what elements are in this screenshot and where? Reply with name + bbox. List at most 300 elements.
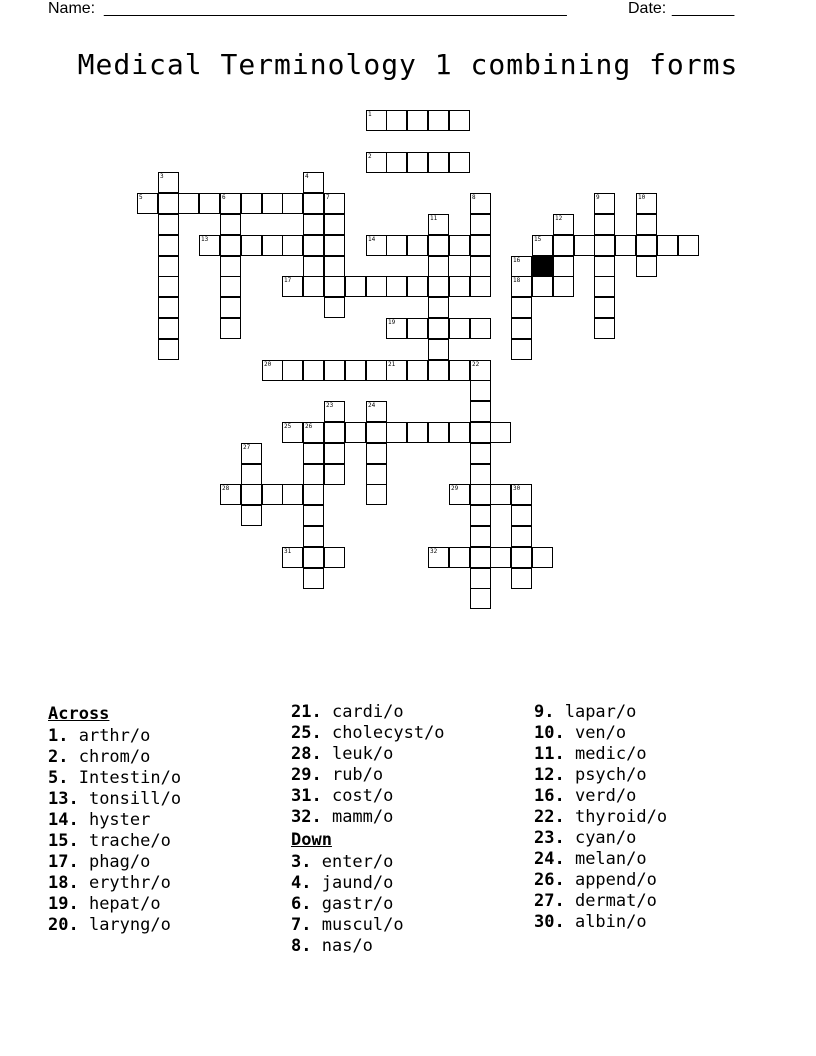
clue-item-text: Intestin/o — [68, 768, 182, 788]
grid-cell[interactable] — [636, 235, 657, 256]
grid-cell[interactable] — [553, 276, 574, 297]
grid-cell[interactable] — [303, 568, 324, 589]
clue-item-number: 13. — [48, 789, 79, 809]
clue-item-number: 3. — [291, 852, 312, 872]
grid-cell[interactable] — [262, 360, 283, 381]
clue-item-number: 1. — [48, 726, 69, 746]
clue-item-number: 20. — [48, 915, 79, 935]
clue-number: 18 — [513, 277, 521, 284]
grid-cell[interactable] — [594, 214, 615, 235]
grid-cell[interactable] — [470, 443, 491, 464]
clue-item-number: 6. — [291, 894, 312, 914]
clue-item-number: 16. — [534, 786, 565, 806]
grid-cell[interactable] — [366, 484, 387, 505]
clue-item-number: 28. — [291, 744, 322, 764]
grid-cell[interactable] — [386, 152, 407, 173]
clue-item — [48, 789, 181, 810]
grid-cell[interactable] — [511, 547, 532, 568]
grid-cell[interactable] — [470, 193, 491, 214]
grid-cell[interactable] — [636, 193, 657, 214]
clue-item-number: 22. — [534, 807, 565, 827]
grid-cell[interactable] — [470, 235, 491, 256]
grid-cell[interactable] — [428, 152, 449, 173]
grid-cell[interactable] — [678, 235, 699, 256]
grid-cell[interactable] — [449, 547, 470, 568]
name-label: Name: — [48, 0, 96, 17]
grid-cell[interactable] — [407, 318, 428, 339]
clue-column-1 — [48, 702, 181, 936]
clue-number: 2 — [368, 153, 372, 160]
grid-cell[interactable] — [366, 276, 387, 297]
grid-cell[interactable] — [553, 214, 574, 235]
clue-number: 8 — [472, 194, 476, 201]
clue-item — [534, 744, 667, 765]
grid-cell[interactable] — [324, 547, 345, 568]
grid-cell[interactable] — [324, 443, 345, 464]
clue-column-2 — [291, 702, 445, 957]
clue-item-text: chrom/o — [68, 747, 151, 767]
clue-item — [534, 786, 667, 807]
clue-number: 12 — [555, 215, 563, 222]
grid-cell[interactable] — [366, 443, 387, 464]
clue-item — [291, 744, 445, 765]
clue-item — [534, 702, 667, 723]
grid-cell[interactable] — [158, 339, 179, 360]
grid-cell[interactable] — [282, 484, 303, 505]
grid-cell[interactable] — [345, 276, 366, 297]
clue-item-text: dermat/o — [564, 891, 657, 911]
clue-number: 11 — [430, 215, 438, 222]
grid-cell[interactable] — [220, 318, 241, 339]
clue-item-number: 5. — [48, 768, 69, 788]
clue-number: 13 — [201, 236, 209, 243]
grid-cell[interactable] — [553, 256, 574, 277]
grid-cell[interactable] — [449, 360, 470, 381]
name-blank-line: ____________________________________________________ — [104, 0, 567, 17]
grid-cell[interactable] — [449, 152, 470, 173]
down-heading: Down — [291, 830, 332, 850]
grid-cell[interactable] — [158, 318, 179, 339]
grid-cell[interactable] — [407, 360, 428, 381]
grid-cell[interactable] — [511, 526, 532, 547]
clue-item-text: cost/o — [321, 786, 394, 806]
grid-cell[interactable] — [303, 526, 324, 547]
clue-item-text: verd/o — [564, 786, 637, 806]
clue-item-number: 21. — [291, 702, 322, 722]
clue-item — [534, 723, 667, 744]
grid-cell[interactable] — [324, 360, 345, 381]
clue-item-text: muscul/o — [311, 915, 404, 935]
grid-cell[interactable] — [428, 297, 449, 318]
grid-cell[interactable] — [594, 235, 615, 256]
clue-item-text: ven/o — [564, 723, 627, 743]
grid-cell[interactable] — [470, 318, 491, 339]
grid-cell[interactable] — [241, 193, 262, 214]
grid-cell[interactable] — [532, 547, 553, 568]
clue-item-text: arthr/o — [68, 726, 151, 746]
grid-cell[interactable] — [511, 297, 532, 318]
grid-cell[interactable] — [428, 318, 449, 339]
grid-cell[interactable] — [282, 193, 303, 214]
grid-cell[interactable] — [324, 464, 345, 485]
grid-cell[interactable] — [428, 422, 449, 443]
grid-cell[interactable] — [158, 297, 179, 318]
clue-item-text: tonsill/o — [78, 789, 182, 809]
clue-item — [48, 747, 181, 768]
grid-cell[interactable] — [241, 443, 262, 464]
clue-item-text: psych/o — [564, 765, 647, 785]
shaded-cell — [532, 256, 553, 277]
grid-cell[interactable] — [407, 110, 428, 131]
clue-number: 27 — [243, 444, 251, 451]
clue-item — [534, 828, 667, 849]
grid-cell[interactable] — [220, 193, 241, 214]
clue-number: 19 — [388, 319, 396, 326]
grid-cell[interactable] — [158, 214, 179, 235]
grid-cell[interactable] — [366, 464, 387, 485]
clue-item — [291, 807, 445, 828]
grid-cell[interactable] — [241, 464, 262, 485]
grid-cell[interactable] — [594, 297, 615, 318]
grid-cell[interactable] — [428, 214, 449, 235]
grid-cell[interactable] — [366, 360, 387, 381]
clue-item-text: cyan/o — [564, 828, 637, 848]
clue-item-number: 32. — [291, 807, 322, 827]
clue-number: 20 — [264, 361, 272, 368]
grid-cell[interactable] — [241, 484, 262, 505]
grid-cell[interactable] — [386, 360, 407, 381]
grid-cell[interactable] — [428, 235, 449, 256]
across-heading: Across — [48, 704, 110, 724]
grid-cell[interactable] — [657, 235, 678, 256]
clue-item-number: 19. — [48, 894, 79, 914]
grid-cell[interactable] — [449, 276, 470, 297]
grid-cell[interactable] — [282, 276, 303, 297]
grid-cell[interactable] — [324, 256, 345, 277]
grid-cell[interactable] — [407, 235, 428, 256]
clue-item-number: 9. — [534, 702, 555, 722]
grid-cell[interactable] — [594, 318, 615, 339]
grid-cell[interactable] — [158, 256, 179, 277]
grid-cell[interactable] — [324, 214, 345, 235]
clue-item-number: 17. — [48, 852, 79, 872]
grid-cell[interactable] — [220, 235, 241, 256]
grid-cell[interactable] — [345, 360, 366, 381]
date-blank-line: _______ — [672, 0, 735, 17]
grid-cell[interactable] — [449, 422, 470, 443]
grid-cell[interactable] — [470, 422, 491, 443]
grid-cell[interactable] — [262, 235, 283, 256]
grid-cell[interactable] — [386, 422, 407, 443]
grid-cell[interactable] — [428, 360, 449, 381]
grid-cell[interactable] — [303, 484, 324, 505]
clue-number: 22 — [472, 361, 480, 368]
grid-cell[interactable] — [324, 297, 345, 318]
grid-cell[interactable] — [386, 318, 407, 339]
clue-item-text: melan/o — [564, 849, 647, 869]
grid-cell[interactable] — [428, 256, 449, 277]
grid-cell[interactable] — [282, 547, 303, 568]
grid-cell[interactable] — [511, 484, 532, 505]
grid-cell[interactable] — [178, 193, 199, 214]
clue-column-3 — [534, 702, 667, 933]
grid-cell[interactable] — [303, 443, 324, 464]
clue-item-text: hyster — [78, 810, 151, 830]
grid-cell[interactable] — [324, 193, 345, 214]
grid-cell[interactable] — [303, 547, 324, 568]
clue-item-text: erythr/o — [78, 873, 171, 893]
grid-cell[interactable] — [220, 276, 241, 297]
grid-cell[interactable] — [324, 235, 345, 256]
clue-item-number: 25. — [291, 723, 322, 743]
grid-cell[interactable] — [386, 235, 407, 256]
grid-cell[interactable] — [490, 484, 511, 505]
grid-cell[interactable] — [407, 152, 428, 173]
grid-cell[interactable] — [199, 193, 220, 214]
grid-cell[interactable] — [386, 110, 407, 131]
grid-cell[interactable] — [449, 110, 470, 131]
grid-cell[interactable] — [303, 464, 324, 485]
grid-cell[interactable] — [594, 193, 615, 214]
grid-cell[interactable] — [636, 256, 657, 277]
grid-cell[interactable] — [449, 235, 470, 256]
grid-cell[interactable] — [490, 422, 511, 443]
clue-number: 4 — [305, 173, 309, 180]
clue-item — [534, 870, 667, 891]
grid-cell[interactable] — [366, 401, 387, 422]
clue-item — [291, 894, 445, 915]
grid-cell[interactable] — [324, 422, 345, 443]
grid-cell[interactable] — [303, 214, 324, 235]
grid-cell[interactable] — [428, 547, 449, 568]
grid-cell[interactable] — [553, 235, 574, 256]
clue-item-number: 12. — [534, 765, 565, 785]
grid-cell[interactable] — [470, 588, 491, 609]
clue-item-number: 2. — [48, 747, 69, 767]
clue-item-text: cardi/o — [321, 702, 404, 722]
grid-cell[interactable] — [511, 276, 532, 297]
grid-cell[interactable] — [470, 568, 491, 589]
date-label: Date: — [628, 0, 667, 17]
clue-item-text: albin/o — [564, 912, 647, 932]
clue-item — [48, 915, 181, 936]
clue-item — [48, 810, 181, 831]
grid-cell[interactable] — [366, 422, 387, 443]
grid-cell[interactable] — [282, 360, 303, 381]
grid-cell[interactable] — [449, 318, 470, 339]
grid-cell[interactable] — [511, 339, 532, 360]
clue-item-number: 15. — [48, 831, 79, 851]
grid-cell[interactable] — [303, 422, 324, 443]
clue-item — [48, 726, 181, 747]
grid-cell[interactable] — [428, 276, 449, 297]
clue-item — [534, 849, 667, 870]
clue-item-text: hepat/o — [78, 894, 161, 914]
clue-number: 23 — [326, 402, 334, 409]
page-title: Medical Terminology 1 combining forms — [77, 48, 739, 81]
clue-number: 31 — [284, 548, 292, 555]
clue-item — [48, 894, 181, 915]
clue-item-number: 31. — [291, 786, 322, 806]
grid-cell[interactable] — [199, 235, 220, 256]
grid-cell[interactable] — [594, 276, 615, 297]
clue-item-number: 18. — [48, 873, 79, 893]
grid-cell[interactable] — [470, 256, 491, 277]
grid-cell[interactable] — [470, 464, 491, 485]
clue-item-number: 23. — [534, 828, 565, 848]
clue-item-text: medic/o — [564, 744, 647, 764]
grid-cell[interactable] — [366, 110, 387, 131]
clue-item-text: lapar/o — [554, 702, 637, 722]
grid-cell[interactable] — [511, 505, 532, 526]
grid-cell[interactable] — [428, 339, 449, 360]
clue-item — [291, 873, 445, 894]
grid-cell[interactable] — [511, 256, 532, 277]
grid-cell[interactable] — [241, 235, 262, 256]
grid-cell[interactable] — [324, 401, 345, 422]
grid-cell[interactable] — [532, 235, 553, 256]
clue-number: 5 — [139, 194, 143, 201]
clue-item-number: 26. — [534, 870, 565, 890]
clue-item-number: 7. — [291, 915, 312, 935]
clue-number: 6 — [222, 194, 226, 201]
clue-item-text: rub/o — [321, 765, 384, 785]
clue-item-text: gastr/o — [311, 894, 394, 914]
grid-cell[interactable] — [511, 318, 532, 339]
grid-cell[interactable] — [158, 172, 179, 193]
grid-cell[interactable] — [303, 360, 324, 381]
grid-cell[interactable] — [282, 235, 303, 256]
clue-number: 30 — [513, 485, 521, 492]
grid-cell[interactable] — [137, 193, 158, 214]
clue-item-number: 24. — [534, 849, 565, 869]
clue-number: 26 — [305, 423, 313, 430]
grid-cell[interactable] — [220, 256, 241, 277]
clue-item-text: append/o — [564, 870, 657, 890]
clue-number: 28 — [222, 485, 230, 492]
clue-number: 9 — [596, 194, 600, 201]
clue-item — [534, 891, 667, 912]
clue-number: 24 — [368, 402, 376, 409]
clue-item-text: cholecyst/o — [321, 723, 445, 743]
grid-cell[interactable] — [158, 235, 179, 256]
grid-cell[interactable] — [303, 276, 324, 297]
grid-cell[interactable] — [220, 297, 241, 318]
grid-cell[interactable] — [324, 276, 345, 297]
clue-item — [534, 765, 667, 786]
grid-cell[interactable] — [386, 276, 407, 297]
clue-item-text: phag/o — [78, 852, 151, 872]
grid-cell[interactable] — [428, 110, 449, 131]
grid-cell[interactable] — [407, 276, 428, 297]
grid-cell[interactable] — [470, 484, 491, 505]
grid-cell[interactable] — [262, 484, 283, 505]
grid-cell[interactable] — [615, 235, 636, 256]
clue-number: 10 — [638, 194, 646, 201]
clue-number: 16 — [513, 257, 521, 264]
clue-item-text: nas/o — [311, 936, 373, 956]
grid-cell[interactable] — [158, 193, 179, 214]
clue-item-text: jaund/o — [311, 873, 394, 893]
clue-item-text: enter/o — [311, 852, 394, 872]
clue-number: 1 — [368, 111, 372, 118]
grid-cell[interactable] — [470, 505, 491, 526]
clue-item — [534, 807, 667, 828]
clue-item-number: 11. — [534, 744, 565, 764]
clue-item — [291, 786, 445, 807]
grid-cell[interactable] — [303, 172, 324, 193]
clue-item — [48, 852, 181, 873]
clue-item-number: 8. — [291, 936, 312, 956]
clue-item-text: thyroid/o — [564, 807, 668, 827]
grid-cell[interactable] — [241, 505, 262, 526]
clue-item-text: laryng/o — [78, 915, 171, 935]
grid-cell[interactable] — [303, 505, 324, 526]
clue-item — [48, 831, 181, 852]
grid-cell[interactable] — [220, 214, 241, 235]
grid-cell[interactable] — [158, 276, 179, 297]
grid-cell[interactable] — [594, 256, 615, 277]
clue-item — [48, 768, 181, 789]
clue-number: 25 — [284, 423, 292, 430]
clue-item-text: trache/o — [78, 831, 171, 851]
grid-cell[interactable] — [303, 193, 324, 214]
grid-cell[interactable] — [449, 484, 470, 505]
grid-cell[interactable] — [262, 193, 283, 214]
clue-item — [291, 723, 445, 744]
clue-number: 32 — [430, 548, 438, 555]
clue-item-text: mamm/o — [321, 807, 394, 827]
grid-cell[interactable] — [470, 547, 491, 568]
clue-number: 17 — [284, 277, 292, 284]
clue-item — [291, 915, 445, 936]
grid-cell[interactable] — [220, 484, 241, 505]
grid-cell[interactable] — [470, 360, 491, 381]
clue-item-number: 27. — [534, 891, 565, 911]
clue-item — [534, 912, 667, 933]
grid-cell[interactable] — [303, 235, 324, 256]
clue-item-number: 4. — [291, 873, 312, 893]
grid-cell[interactable] — [636, 214, 657, 235]
grid-cell[interactable] — [366, 235, 387, 256]
clue-number: 29 — [451, 485, 459, 492]
grid-cell[interactable] — [470, 380, 491, 401]
grid-cell[interactable] — [345, 422, 366, 443]
grid-cell[interactable] — [490, 547, 511, 568]
grid-cell[interactable] — [470, 526, 491, 547]
grid-cell[interactable] — [470, 214, 491, 235]
clue-item — [48, 873, 181, 894]
clue-number: 7 — [326, 194, 330, 201]
grid-cell[interactable] — [470, 401, 491, 422]
grid-cell[interactable] — [303, 256, 324, 277]
grid-cell[interactable] — [511, 568, 532, 589]
grid-cell[interactable] — [574, 235, 595, 256]
clue-item-number: 30. — [534, 912, 565, 932]
clue-item-number: 10. — [534, 723, 565, 743]
grid-cell[interactable] — [532, 276, 553, 297]
clue-item-number: 29. — [291, 765, 322, 785]
grid-cell[interactable] — [282, 422, 303, 443]
grid-cell[interactable] — [470, 276, 491, 297]
grid-cell[interactable] — [407, 422, 428, 443]
clue-number: 3 — [160, 173, 164, 180]
clue-item — [291, 852, 445, 873]
clue-item-number: 14. — [48, 810, 79, 830]
clue-item — [291, 936, 445, 957]
grid-cell[interactable] — [366, 152, 387, 173]
clue-number: 15 — [534, 236, 542, 243]
